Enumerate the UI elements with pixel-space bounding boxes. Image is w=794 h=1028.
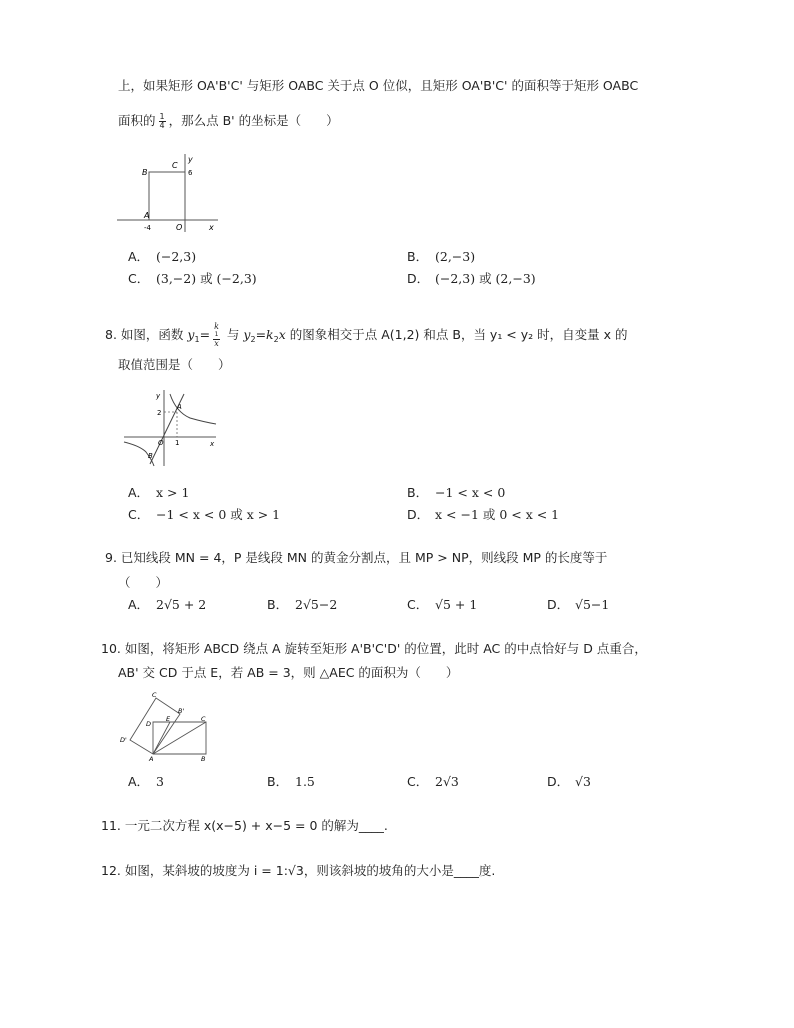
q8-option-c[interactable]: C． −1 < x < 0 或 x > 1 bbox=[128, 507, 281, 522]
q10-option-b[interactable]: B． 1.5 bbox=[267, 774, 315, 789]
q12-line bbox=[101, 862, 495, 880]
label-E: E bbox=[166, 715, 171, 723]
q9-option-c[interactable]: C． √5 + 1 bbox=[407, 597, 478, 612]
label-C: C bbox=[201, 715, 206, 723]
label-2: 2 bbox=[157, 409, 162, 417]
q8-figure bbox=[120, 388, 220, 468]
label-O: O bbox=[158, 439, 164, 447]
q7-option-b[interactable]: B． (2,−3) bbox=[407, 249, 476, 264]
q12-text: 如图，某斜坡的坡度为 i = 1:√3，则该斜坡的坡角的大小是____度. bbox=[124, 863, 496, 878]
segment-AC bbox=[153, 722, 206, 754]
q10-option-a[interactable]: A． 3 bbox=[128, 774, 164, 789]
q9-option-d[interactable]: D． √5−1 bbox=[547, 597, 610, 612]
label-C: C bbox=[172, 161, 178, 170]
q12-number: 12. bbox=[101, 863, 121, 878]
q9-option-a[interactable]: A． 2√5 + 2 bbox=[128, 597, 207, 612]
q10-line1-text: 如图，将矩形 ABCD 绕点 A 旋转至矩形 A'B'C'D' 的位置，此时 AC 的中点恰好与 D 点重合， bbox=[124, 641, 647, 656]
q7-line1-text: 上，如果矩形 OA'B'C' 与矩形 OABC 关于点 O 位似，且矩形 OA'B'C' 的面积等于矩形 OABC bbox=[118, 78, 639, 93]
q10-line2-text: AB' 交 CD 于点 E，若 AB = 3，则 △AEC 的面积为（ ） bbox=[118, 665, 459, 680]
q8-fraction: k 1 x bbox=[214, 322, 219, 348]
q9-number: 9. bbox=[105, 550, 117, 565]
q7-line1 bbox=[118, 77, 638, 95]
q8-option-d[interactable]: D． x < −1 或 0 < x < 1 bbox=[407, 507, 560, 522]
q7-option-d[interactable]: D． (−2,3) 或 (2,−3) bbox=[407, 271, 536, 286]
q8-number: 8. bbox=[105, 327, 117, 342]
label-y: y bbox=[188, 155, 193, 164]
q7-line2 bbox=[118, 112, 339, 130]
label-A: A bbox=[177, 403, 182, 411]
q11-number: 11. bbox=[101, 818, 121, 833]
q8-line1-c: 的图象相交于点 A(1,2) 和点 B，当 y₁ < y₂ 时，自变量 x 的 bbox=[289, 327, 628, 342]
q9-line1-text: 已知线段 MN = 4，P 是线段 MN 的黄金分割点，且 MP > NP，则线段 MP 的长度等于 bbox=[120, 550, 608, 565]
label-B: B bbox=[201, 755, 206, 762]
label-B: B bbox=[142, 168, 148, 177]
q10-option-c[interactable]: C． 2√3 bbox=[407, 774, 459, 789]
q8-line1: 8. 如图，函数 $y_1=$ k 1 x 与 $y_2=k_2x$ 的图象相交于点 A(1,2) 和点 B，当 y₁ < y₂ 时，自变量 x 的 bbox=[105, 322, 628, 348]
q9-line2-text: （ ） bbox=[118, 575, 169, 590]
label-minus4: -4 bbox=[144, 224, 151, 232]
q10-figure bbox=[118, 690, 212, 762]
q8-option-b[interactable]: B． −1 < x < 0 bbox=[407, 485, 506, 500]
q7-option-a[interactable]: A． (−2,3) bbox=[128, 249, 197, 264]
q7-line2-post: ，那么点 B' 的坐标是（ ） bbox=[168, 113, 339, 128]
q8-line2 bbox=[118, 356, 231, 374]
label-A: A bbox=[144, 211, 150, 220]
label-C1: C bbox=[152, 691, 157, 699]
q7-line2-pre: 面积的 bbox=[118, 113, 156, 128]
q9-option-b[interactable]: B． 2√5−2 bbox=[267, 597, 338, 612]
q10-number: 10. bbox=[101, 641, 121, 656]
q11-text: 一元二次方程 x(x−5) + x−5 = 0 的解为____. bbox=[124, 818, 388, 833]
label-x: x bbox=[209, 223, 214, 232]
q7-figure bbox=[115, 152, 220, 234]
q7-fraction: $\frac{1}{4}$ bbox=[159, 112, 165, 130]
label-1: 1 bbox=[175, 439, 180, 447]
q8-option-a[interactable]: A． x > 1 bbox=[128, 485, 190, 500]
q9-line2 bbox=[118, 574, 168, 592]
rect-a1b1c1d1 bbox=[130, 698, 180, 754]
q8-line1-a: 如图，函数 bbox=[120, 327, 184, 342]
label-O: O bbox=[176, 223, 183, 232]
label-D: D bbox=[146, 720, 152, 728]
q10-line1 bbox=[101, 640, 647, 658]
q10-line2 bbox=[118, 664, 458, 682]
q9-line1 bbox=[105, 549, 607, 567]
label-A: A bbox=[149, 755, 154, 762]
q10-option-d[interactable]: D． √3 bbox=[547, 774, 591, 789]
q7-option-c[interactable]: C． (3,−2) 或 (−2,3) bbox=[128, 271, 257, 286]
q11-line bbox=[101, 817, 388, 835]
label-B: B bbox=[148, 452, 153, 460]
q8-line2-text: 取值范围是（ ） bbox=[118, 357, 231, 372]
label-x: x bbox=[210, 440, 215, 448]
label-B1: B' bbox=[178, 707, 185, 715]
label-y: y bbox=[156, 392, 161, 400]
rectangle-oabc bbox=[149, 172, 185, 220]
label-6: 6 bbox=[188, 169, 193, 177]
q8-line1-b: 与 bbox=[226, 327, 240, 342]
label-D1: D' bbox=[120, 736, 127, 744]
